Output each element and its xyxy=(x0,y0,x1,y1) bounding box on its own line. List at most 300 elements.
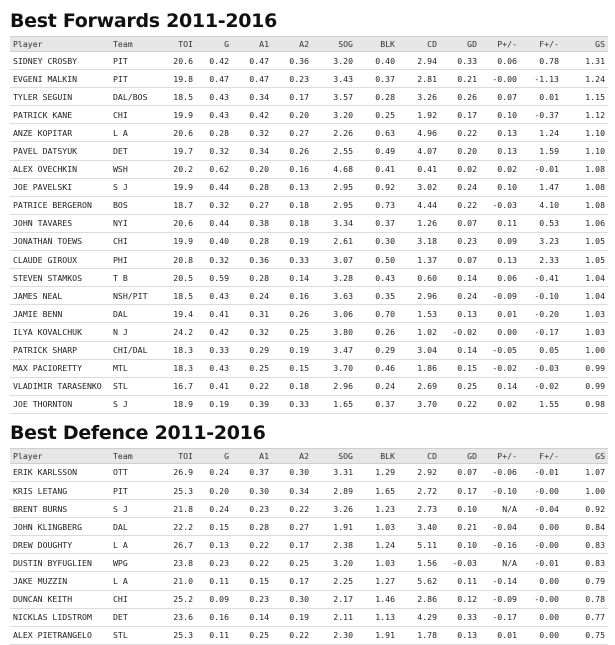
table-row xyxy=(10,463,608,481)
cell-player: JAMIE BENN xyxy=(10,305,110,323)
cell-blk: 1.27 xyxy=(356,572,398,590)
cell-gs: 1.10 xyxy=(562,142,608,160)
cell-f-plus-minus: 0.01 xyxy=(520,88,562,106)
cell-sog: 3.34 xyxy=(312,214,356,232)
cell-p-plus-minus: N/A xyxy=(480,500,520,518)
cell-blk: 1.24 xyxy=(356,536,398,554)
cell-blk: 0.41 xyxy=(356,160,398,178)
cell-p-plus-minus: -0.09 xyxy=(480,287,520,305)
cell-sog: 3.80 xyxy=(312,323,356,341)
cell-p-plus-minus: -0.03 xyxy=(480,196,520,214)
cell-p-plus-minus: 0.10 xyxy=(480,106,520,124)
cell-blk: 0.49 xyxy=(356,142,398,160)
cell-a2: 0.15 xyxy=(272,359,312,377)
cell-player: MAX PACIORETTY xyxy=(10,359,110,377)
cell-team: CHI/DAL xyxy=(110,341,160,359)
cell-a1: 0.15 xyxy=(232,572,272,590)
table-row xyxy=(10,590,608,608)
cell-team: T B xyxy=(110,269,160,287)
cell-a2: 0.16 xyxy=(272,287,312,305)
col-header-a2: A2 xyxy=(272,448,312,463)
cell-gs: 1.08 xyxy=(562,196,608,214)
table-row xyxy=(10,626,608,644)
cell-player: JOHN TAVARES xyxy=(10,214,110,232)
cell-team: N J xyxy=(110,323,160,341)
cell-p-plus-minus: -0.05 xyxy=(480,341,520,359)
cell-gd: 0.21 xyxy=(440,70,480,88)
cell-player: STEVEN STAMKOS xyxy=(10,269,110,287)
cell-a1: 0.22 xyxy=(232,554,272,572)
cell-a1: 0.34 xyxy=(232,88,272,106)
cell-cd: 2.92 xyxy=(398,463,440,481)
cell-toi: 19.9 xyxy=(160,106,196,124)
cell-player: SIDNEY CROSBY xyxy=(10,52,110,70)
cell-gd: 0.20 xyxy=(440,142,480,160)
cell-f-plus-minus: 0.00 xyxy=(520,608,562,626)
cell-a1: 0.23 xyxy=(232,500,272,518)
table-row xyxy=(10,88,608,106)
cell-sog: 3.57 xyxy=(312,88,356,106)
cell-f-plus-minus: -0.01 xyxy=(520,554,562,572)
cell-player: ANZE KOPITAR xyxy=(10,124,110,142)
cell-cd: 3.18 xyxy=(398,232,440,250)
table-row xyxy=(10,305,608,323)
cell-cd: 3.70 xyxy=(398,395,440,413)
col-header-a2: A2 xyxy=(272,37,312,52)
table-row xyxy=(10,124,608,142)
col-header-toi: TOI xyxy=(160,448,196,463)
cell-a2: 0.27 xyxy=(272,124,312,142)
cell-gd: 0.22 xyxy=(440,124,480,142)
cell-f-plus-minus: 0.05 xyxy=(520,341,562,359)
cell-blk: 1.23 xyxy=(356,500,398,518)
cell-g: 0.24 xyxy=(196,500,232,518)
cell-blk: 0.70 xyxy=(356,305,398,323)
cell-blk: 0.63 xyxy=(356,124,398,142)
cell-p-plus-minus: 0.13 xyxy=(480,251,520,269)
cell-cd: 4.96 xyxy=(398,124,440,142)
cell-cd: 2.94 xyxy=(398,52,440,70)
cell-a1: 0.28 xyxy=(232,518,272,536)
cell-team: S J xyxy=(110,178,160,196)
cell-toi: 23.6 xyxy=(160,608,196,626)
cell-g: 0.41 xyxy=(196,377,232,395)
cell-f-plus-minus: 1.24 xyxy=(520,124,562,142)
col-header-blk: BLK xyxy=(356,37,398,52)
cell-gd: -0.02 xyxy=(440,323,480,341)
cell-g: 0.11 xyxy=(196,626,232,644)
cell-team: PHI xyxy=(110,251,160,269)
cell-f-plus-minus: 1.59 xyxy=(520,142,562,160)
cell-a1: 0.37 xyxy=(232,463,272,481)
forwards-table xyxy=(10,36,608,414)
cell-a1: 0.23 xyxy=(232,590,272,608)
table-row xyxy=(10,377,608,395)
col-header-cd: CD xyxy=(398,448,440,463)
cell-a1: 0.22 xyxy=(232,377,272,395)
cell-p-plus-minus: 0.06 xyxy=(480,269,520,287)
cell-team: OTT xyxy=(110,463,160,481)
cell-gd: 0.33 xyxy=(440,608,480,626)
cell-a1: 0.27 xyxy=(232,196,272,214)
cell-gs: 0.77 xyxy=(562,608,608,626)
cell-a2: 0.25 xyxy=(272,323,312,341)
forwards-table-body xyxy=(10,52,608,414)
cell-gd: 0.02 xyxy=(440,160,480,178)
cell-g: 0.62 xyxy=(196,160,232,178)
cell-cd: 2.73 xyxy=(398,500,440,518)
cell-p-plus-minus: 0.00 xyxy=(480,323,520,341)
cell-cd: 2.81 xyxy=(398,70,440,88)
table-row xyxy=(10,359,608,377)
cell-a2: 0.19 xyxy=(272,232,312,250)
cell-a2: 0.18 xyxy=(272,214,312,232)
cell-gs: 1.04 xyxy=(562,269,608,287)
cell-sog: 2.38 xyxy=(312,536,356,554)
cell-cd: 1.26 xyxy=(398,214,440,232)
cell-toi: 23.8 xyxy=(160,554,196,572)
cell-player: ERIK KARLSSON xyxy=(10,463,110,481)
cell-gs: 1.12 xyxy=(562,106,608,124)
cell-gd: 0.21 xyxy=(440,518,480,536)
cell-toi: 19.4 xyxy=(160,305,196,323)
cell-f-plus-minus: 1.47 xyxy=(520,178,562,196)
cell-cd: 4.29 xyxy=(398,608,440,626)
cell-sog: 3.31 xyxy=(312,463,356,481)
col-header-a1: A1 xyxy=(232,37,272,52)
cell-p-plus-minus: 0.09 xyxy=(480,232,520,250)
cell-a2: 0.30 xyxy=(272,463,312,481)
col-header-blk: BLK xyxy=(356,448,398,463)
defence-header-row xyxy=(10,448,608,463)
cell-g: 0.32 xyxy=(196,251,232,269)
cell-a2: 0.18 xyxy=(272,377,312,395)
cell-player: PATRICK KANE xyxy=(10,106,110,124)
col-header-a1: A1 xyxy=(232,448,272,463)
cell-a2: 0.27 xyxy=(272,518,312,536)
cell-toi: 21.8 xyxy=(160,500,196,518)
cell-cd: 2.86 xyxy=(398,590,440,608)
cell-gs: 0.92 xyxy=(562,500,608,518)
cell-team: MTL xyxy=(110,359,160,377)
cell-cd: 4.07 xyxy=(398,142,440,160)
cell-gd: 0.24 xyxy=(440,287,480,305)
cell-a1: 0.25 xyxy=(232,359,272,377)
cell-g: 0.42 xyxy=(196,52,232,70)
cell-team: NYI xyxy=(110,214,160,232)
cell-a1: 0.39 xyxy=(232,395,272,413)
cell-sog: 3.47 xyxy=(312,341,356,359)
cell-player: CLAUDE GIROUX xyxy=(10,251,110,269)
cell-cd: 1.92 xyxy=(398,106,440,124)
cell-sog: 2.96 xyxy=(312,377,356,395)
cell-g: 0.42 xyxy=(196,323,232,341)
cell-blk: 0.37 xyxy=(356,214,398,232)
cell-f-plus-minus: 0.00 xyxy=(520,518,562,536)
cell-toi: 26.9 xyxy=(160,463,196,481)
cell-team: L A xyxy=(110,124,160,142)
cell-toi: 18.7 xyxy=(160,196,196,214)
cell-blk: 0.30 xyxy=(356,232,398,250)
cell-gs: 1.08 xyxy=(562,160,608,178)
cell-a2: 0.17 xyxy=(272,572,312,590)
cell-p-plus-minus: 0.07 xyxy=(480,88,520,106)
table-row xyxy=(10,287,608,305)
cell-sog: 2.95 xyxy=(312,196,356,214)
cell-cd: 2.96 xyxy=(398,287,440,305)
cell-blk: 0.92 xyxy=(356,178,398,196)
cell-f-plus-minus: -0.00 xyxy=(520,590,562,608)
cell-a2: 0.30 xyxy=(272,590,312,608)
table-row xyxy=(10,572,608,590)
cell-a1: 0.32 xyxy=(232,124,272,142)
cell-cd: 1.02 xyxy=(398,323,440,341)
cell-team: PIT xyxy=(110,52,160,70)
cell-cd: 0.41 xyxy=(398,160,440,178)
cell-p-plus-minus: 0.10 xyxy=(480,178,520,196)
col-header-gs: GS xyxy=(562,37,608,52)
table-row xyxy=(10,481,608,499)
cell-cd: 1.37 xyxy=(398,251,440,269)
cell-p-plus-minus: 0.13 xyxy=(480,124,520,142)
cell-gs: 0.83 xyxy=(562,536,608,554)
cell-gd: 0.07 xyxy=(440,463,480,481)
cell-blk: 0.73 xyxy=(356,196,398,214)
cell-f-plus-minus: -0.03 xyxy=(520,359,562,377)
cell-player: PATRICE BERGERON xyxy=(10,196,110,214)
cell-gd: 0.14 xyxy=(440,341,480,359)
cell-gd: 0.15 xyxy=(440,359,480,377)
cell-toi: 16.7 xyxy=(160,377,196,395)
cell-f-plus-minus: 3.23 xyxy=(520,232,562,250)
cell-a2: 0.34 xyxy=(272,481,312,499)
cell-gd: 0.11 xyxy=(440,572,480,590)
cell-cd: 1.78 xyxy=(398,626,440,644)
cell-sog: 3.20 xyxy=(312,106,356,124)
cell-blk: 0.50 xyxy=(356,251,398,269)
cell-g: 0.44 xyxy=(196,214,232,232)
cell-p-plus-minus: -0.00 xyxy=(480,70,520,88)
cell-toi: 18.3 xyxy=(160,359,196,377)
cell-gd: 0.24 xyxy=(440,178,480,196)
cell-gs: 0.99 xyxy=(562,359,608,377)
table-row xyxy=(10,232,608,250)
cell-blk: 1.13 xyxy=(356,608,398,626)
cell-g: 0.24 xyxy=(196,463,232,481)
cell-p-plus-minus: -0.10 xyxy=(480,481,520,499)
defence-table-body xyxy=(10,463,608,644)
cell-f-plus-minus: 2.33 xyxy=(520,251,562,269)
cell-gd: 0.26 xyxy=(440,88,480,106)
cell-gs: 0.84 xyxy=(562,518,608,536)
cell-gs: 1.15 xyxy=(562,88,608,106)
cell-f-plus-minus: -0.20 xyxy=(520,305,562,323)
cell-p-plus-minus: -0.09 xyxy=(480,590,520,608)
cell-a2: 0.33 xyxy=(272,395,312,413)
cell-team: DAL xyxy=(110,518,160,536)
cell-team: DAL/BOS xyxy=(110,88,160,106)
cell-sog: 2.55 xyxy=(312,142,356,160)
cell-cd: 3.26 xyxy=(398,88,440,106)
cell-team: L A xyxy=(110,572,160,590)
cell-p-plus-minus: 0.02 xyxy=(480,160,520,178)
cell-gd: 0.33 xyxy=(440,52,480,70)
cell-a1: 0.20 xyxy=(232,160,272,178)
cell-p-plus-minus: -0.14 xyxy=(480,572,520,590)
cell-f-plus-minus: 4.10 xyxy=(520,196,562,214)
forwards-header-row xyxy=(10,37,608,52)
cell-cd: 1.53 xyxy=(398,305,440,323)
cell-g: 0.11 xyxy=(196,572,232,590)
table-row xyxy=(10,160,608,178)
cell-gs: 1.05 xyxy=(562,251,608,269)
cell-gd: 0.23 xyxy=(440,232,480,250)
cell-a1: 0.38 xyxy=(232,214,272,232)
cell-sog: 2.26 xyxy=(312,124,356,142)
cell-a1: 0.24 xyxy=(232,287,272,305)
table-row xyxy=(10,269,608,287)
cell-f-plus-minus: 0.00 xyxy=(520,572,562,590)
cell-p-plus-minus: 0.01 xyxy=(480,626,520,644)
cell-a2: 0.33 xyxy=(272,251,312,269)
cell-a1: 0.34 xyxy=(232,142,272,160)
table-row xyxy=(10,178,608,196)
cell-team: DAL xyxy=(110,305,160,323)
cell-p-plus-minus: 0.01 xyxy=(480,305,520,323)
cell-f-plus-minus: 1.55 xyxy=(520,395,562,413)
cell-toi: 26.7 xyxy=(160,536,196,554)
cell-f-plus-minus: -0.41 xyxy=(520,269,562,287)
cell-gs: 1.00 xyxy=(562,341,608,359)
table-row xyxy=(10,196,608,214)
cell-sog: 3.70 xyxy=(312,359,356,377)
cell-gd: 0.10 xyxy=(440,500,480,518)
cell-toi: 18.5 xyxy=(160,88,196,106)
cell-gs: 1.05 xyxy=(562,232,608,250)
table-row xyxy=(10,395,608,413)
cell-f-plus-minus: -0.00 xyxy=(520,536,562,554)
cell-team: L A xyxy=(110,536,160,554)
cell-blk: 1.29 xyxy=(356,463,398,481)
cell-gs: 1.07 xyxy=(562,463,608,481)
cell-f-plus-minus: -0.17 xyxy=(520,323,562,341)
cell-gs: 1.24 xyxy=(562,70,608,88)
cell-a1: 0.47 xyxy=(232,70,272,88)
cell-g: 0.13 xyxy=(196,536,232,554)
cell-a1: 0.28 xyxy=(232,269,272,287)
cell-team: DET xyxy=(110,142,160,160)
cell-g: 0.43 xyxy=(196,287,232,305)
cell-f-plus-minus: -0.01 xyxy=(520,160,562,178)
cell-cd: 3.40 xyxy=(398,518,440,536)
cell-sog: 3.28 xyxy=(312,269,356,287)
cell-toi: 25.3 xyxy=(160,481,196,499)
cell-gs: 0.99 xyxy=(562,377,608,395)
cell-sog: 2.30 xyxy=(312,626,356,644)
cell-a2: 0.23 xyxy=(272,70,312,88)
cell-g: 0.28 xyxy=(196,124,232,142)
cell-player: NICKLAS LIDSTROM xyxy=(10,608,110,626)
cell-p-plus-minus: -0.16 xyxy=(480,536,520,554)
cell-a2: 0.18 xyxy=(272,196,312,214)
cell-player: PATRICK SHARP xyxy=(10,341,110,359)
cell-blk: 0.40 xyxy=(356,52,398,70)
table-row xyxy=(10,608,608,626)
cell-blk: 1.03 xyxy=(356,518,398,536)
cell-toi: 20.6 xyxy=(160,124,196,142)
cell-player: JOE THORNTON xyxy=(10,395,110,413)
cell-gd: 0.07 xyxy=(440,214,480,232)
cell-a1: 0.47 xyxy=(232,52,272,70)
col-header-team: Team xyxy=(110,37,160,52)
cell-player: JAMES NEAL xyxy=(10,287,110,305)
cell-f-plus-minus: -1.13 xyxy=(520,70,562,88)
cell-sog: 4.68 xyxy=(312,160,356,178)
cell-a1: 0.22 xyxy=(232,536,272,554)
cell-blk: 1.65 xyxy=(356,481,398,499)
cell-f-plus-minus: -0.37 xyxy=(520,106,562,124)
cell-sog: 2.17 xyxy=(312,590,356,608)
table-row xyxy=(10,70,608,88)
cell-a2: 0.25 xyxy=(272,554,312,572)
cell-f-plus-minus: -0.10 xyxy=(520,287,562,305)
col-header-p-plus-minus: P+/- xyxy=(480,37,520,52)
cell-p-plus-minus: -0.17 xyxy=(480,608,520,626)
cell-blk: 0.43 xyxy=(356,269,398,287)
cell-a2: 0.16 xyxy=(272,160,312,178)
table-row xyxy=(10,251,608,269)
cell-sog: 3.20 xyxy=(312,52,356,70)
cell-gd: -0.03 xyxy=(440,554,480,572)
cell-sog: 3.43 xyxy=(312,70,356,88)
cell-f-plus-minus: 0.78 xyxy=(520,52,562,70)
cell-cd: 4.44 xyxy=(398,196,440,214)
cell-blk: 0.28 xyxy=(356,88,398,106)
col-header-g: G xyxy=(196,37,232,52)
cell-cd: 3.04 xyxy=(398,341,440,359)
cell-sog: 2.11 xyxy=(312,608,356,626)
cell-sog: 2.89 xyxy=(312,481,356,499)
cell-p-plus-minus: 0.11 xyxy=(480,214,520,232)
cell-team: CHI xyxy=(110,106,160,124)
cell-team: PIT xyxy=(110,481,160,499)
cell-player: ALEX PIETRANGELO xyxy=(10,626,110,644)
col-header-player: Player xyxy=(10,448,110,463)
cell-blk: 0.25 xyxy=(356,106,398,124)
cell-player: ILYA KOVALCHUK xyxy=(10,323,110,341)
table-row xyxy=(10,500,608,518)
table-row xyxy=(10,214,608,232)
cell-blk: 0.46 xyxy=(356,359,398,377)
col-header-g: G xyxy=(196,448,232,463)
table-row xyxy=(10,341,608,359)
cell-g: 0.43 xyxy=(196,359,232,377)
cell-sog: 3.07 xyxy=(312,251,356,269)
cell-a1: 0.36 xyxy=(232,251,272,269)
defence-table xyxy=(10,448,608,645)
cell-g: 0.32 xyxy=(196,196,232,214)
cell-f-plus-minus: -0.02 xyxy=(520,377,562,395)
cell-g: 0.33 xyxy=(196,341,232,359)
cell-cd: 1.56 xyxy=(398,554,440,572)
cell-gd: 0.22 xyxy=(440,196,480,214)
cell-cd: 2.72 xyxy=(398,481,440,499)
cell-player: BRENT BURNS xyxy=(10,500,110,518)
cell-a2: 0.26 xyxy=(272,142,312,160)
cell-gd: 0.22 xyxy=(440,395,480,413)
cell-team: DET xyxy=(110,608,160,626)
cell-toi: 18.3 xyxy=(160,341,196,359)
